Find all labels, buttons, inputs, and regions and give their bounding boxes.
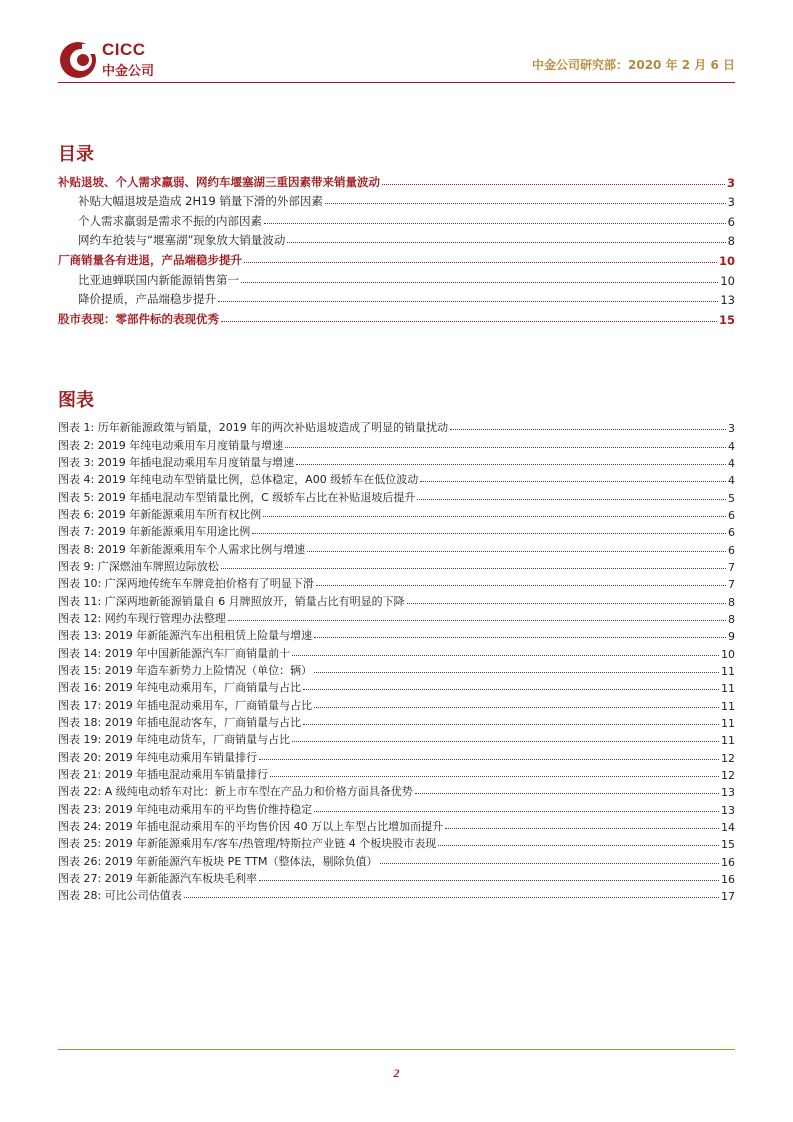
dot-leader xyxy=(287,242,725,243)
figure-item-page: 11 xyxy=(721,699,735,713)
dot-leader xyxy=(292,741,719,742)
toc-item-page: 3 xyxy=(726,175,735,190)
dot-leader xyxy=(270,776,719,777)
dot-leader xyxy=(325,203,726,204)
toc-item-level2[interactable] xyxy=(58,288,735,308)
toc-item-level1[interactable] xyxy=(58,248,735,268)
page-number: 2 xyxy=(393,1066,400,1080)
figure-list-item[interactable] xyxy=(58,505,735,522)
toc-item-page: 15 xyxy=(718,312,735,327)
figure-item-text: 图表 13: 2019 年新能源汽车出租租赁上险量与增速 xyxy=(58,629,313,643)
figure-list-item[interactable] xyxy=(58,470,735,487)
toc-item-text: 厂商销量各有进退，产品端稳步提升 xyxy=(58,252,242,267)
figure-item-page: 12 xyxy=(721,768,735,782)
figure-item-text: 图表 2: 2019 年纯电动乘用车月度销量与增速 xyxy=(58,438,284,452)
figure-item-page: 10 xyxy=(721,647,735,661)
dot-leader xyxy=(184,897,719,898)
figure-item-text: 图表 8: 2019 年新能源乘用车个人需求比例与增速 xyxy=(58,542,306,556)
toc-item-level1[interactable] xyxy=(58,307,735,327)
figure-item-page: 13 xyxy=(721,803,735,817)
figure-item-page: 7 xyxy=(728,560,735,574)
figure-item-page: 8 xyxy=(728,595,735,609)
dot-leader xyxy=(445,828,719,829)
dot-leader xyxy=(228,620,726,621)
figure-list-item[interactable] xyxy=(58,643,735,660)
figure-item-text: 图表 20: 2019 年纯电动乘用车销量排行 xyxy=(58,750,258,764)
figure-item-page: 11 xyxy=(721,682,735,696)
figure-item-text: 图表 9: 广深燃油车牌照边际放松 xyxy=(58,559,219,573)
figures-title: 图表 xyxy=(58,390,94,411)
figure-item-page: 16 xyxy=(721,855,735,869)
figure-item-page: 4 xyxy=(728,439,735,453)
toc-item-level2[interactable] xyxy=(58,229,735,249)
dot-leader xyxy=(307,551,726,552)
figure-list-item[interactable] xyxy=(58,418,735,435)
dot-leader xyxy=(450,429,726,430)
figure-item-text: 图表 23: 2019 年纯电动乘用车的平均售价维持稳定 xyxy=(58,802,313,816)
figure-item-page: 13 xyxy=(721,786,735,800)
toc-item-page: 10 xyxy=(718,253,735,268)
figure-list-item[interactable] xyxy=(58,557,735,574)
dot-leader xyxy=(382,184,725,185)
dot-leader xyxy=(417,499,726,500)
figure-item-page: 7 xyxy=(728,578,735,592)
dot-leader xyxy=(252,533,726,534)
figure-item-text: 图表 17: 2019 年插电混动乘用车，厂商销量与占比 xyxy=(58,698,313,712)
toc-item-page: 13 xyxy=(720,293,735,308)
dot-leader xyxy=(314,811,719,812)
figure-item-page: 6 xyxy=(728,526,735,540)
dot-leader xyxy=(420,481,726,482)
dot-leader xyxy=(438,845,719,846)
toc-item-text: 个人需求羸弱是需求不振的内部因素 xyxy=(78,213,262,228)
dot-leader xyxy=(303,689,719,690)
figure-list-item[interactable] xyxy=(58,487,735,504)
dot-leader xyxy=(303,724,719,725)
dot-leader xyxy=(407,603,726,604)
figure-list-item[interactable] xyxy=(58,817,735,834)
toc-item-text: 网约车抢装与“堰塞湖”现象放大销量波动 xyxy=(78,233,286,248)
figure-item-page: 8 xyxy=(728,612,735,626)
figure-item-text: 图表 4: 2019 年纯电动车型销量比例，总体稳定，A00 级轿车在低位波动 xyxy=(58,473,419,487)
toc-item-level2[interactable] xyxy=(58,268,735,288)
toc-item-text: 股市表现：零部件标的表现优秀 xyxy=(58,311,219,326)
figure-item-page: 4 xyxy=(728,456,735,470)
toc-title: 目录 xyxy=(58,144,94,165)
figure-item-text: 图表 3: 2019 年插电混动乘用车月度销量与增速 xyxy=(58,455,295,469)
cicc-logo-icon xyxy=(58,40,98,80)
figure-item-text: 图表 16: 2019 年纯电动乘用车，厂商销量与占比 xyxy=(58,681,302,695)
dot-leader xyxy=(221,568,726,569)
toc-item-page: 6 xyxy=(727,214,735,229)
figure-item-page: 12 xyxy=(721,751,735,765)
figure-list-item[interactable] xyxy=(58,609,735,626)
figure-list-item[interactable] xyxy=(58,591,735,608)
figure-list-item[interactable] xyxy=(58,626,735,643)
toc-item-text: 补贴退坡、个人需求羸弱、网约车堰塞湖三重因素带来销量波动 xyxy=(58,174,380,189)
dot-leader xyxy=(296,464,726,465)
figure-item-text: 图表 24: 2019 年插电混动乘用车的平均售价因 40 万以上车型占比增加而提升 xyxy=(58,819,444,833)
dot-leader xyxy=(316,585,726,586)
dot-leader xyxy=(244,262,717,263)
dot-leader xyxy=(259,759,719,760)
toc-item-page: 3 xyxy=(727,195,735,210)
figure-list-item[interactable] xyxy=(58,851,735,868)
toc-item-level2[interactable] xyxy=(58,209,735,229)
figure-list-item[interactable] xyxy=(58,539,735,556)
toc-item-text: 降价提质，产品端稳步提升 xyxy=(78,292,216,307)
figures-list xyxy=(58,418,735,903)
page-header xyxy=(58,40,735,80)
figure-item-text: 图表 10: 广深两地传统车车牌竞拍价格有了明显下滑 xyxy=(58,577,314,591)
figure-item-text: 图表 5: 2019 年插电混动车型销量比例，C 级轿车占比在补贴退坡后提升 xyxy=(58,490,416,504)
dot-leader xyxy=(241,282,718,283)
footer-divider xyxy=(58,1049,735,1050)
figure-item-page: 11 xyxy=(721,734,735,748)
figure-list-item[interactable] xyxy=(58,453,735,470)
header-divider xyxy=(58,82,735,83)
figure-list-item[interactable] xyxy=(58,782,735,799)
figure-item-page: 6 xyxy=(728,543,735,557)
figure-item-text: 图表 28: 可比公司估值表 xyxy=(58,889,182,903)
figure-item-text: 图表 14: 2019 年中国新能源汽车厂商销量前十 xyxy=(58,646,291,660)
figure-item-page: 15 xyxy=(721,838,735,852)
figure-list-item[interactable] xyxy=(58,695,735,712)
dot-leader xyxy=(314,707,719,708)
figure-list-item[interactable] xyxy=(58,678,735,695)
toc-item-level2[interactable] xyxy=(58,190,735,210)
figure-list-item[interactable] xyxy=(58,765,735,782)
dot-leader xyxy=(314,637,726,638)
figure-list-item[interactable] xyxy=(58,435,735,452)
figure-item-text: 图表 7: 2019 年新能源乘用车用途比例 xyxy=(58,525,251,539)
figure-item-text: 图表 22: A 级纯电动轿车对比：新上市车型在产品力和价格方面具备优势 xyxy=(58,785,413,799)
dot-leader xyxy=(221,321,717,322)
figure-item-text: 图表 27: 2019 年新能源汽车板块毛利率 xyxy=(58,871,258,885)
toc-item-page: 10 xyxy=(720,273,735,288)
figure-list-item[interactable] xyxy=(58,747,735,764)
dot-leader xyxy=(292,655,719,656)
cicc-logo xyxy=(58,40,168,80)
figure-list-item[interactable] xyxy=(58,799,735,816)
dot-leader xyxy=(263,516,726,517)
figure-item-text: 图表 25: 2019 年新能源乘用车/客车/热管理/特斯拉产业链 4 个板块股市表现 xyxy=(58,837,437,851)
figure-item-text: 图表 26: 2019 年新能源汽车板块 PE TTM（整体法，剔除负值） xyxy=(58,854,378,868)
figure-item-text: 图表 19: 2019 年纯电动货车，厂商销量与占比 xyxy=(58,733,291,747)
dot-leader xyxy=(285,447,726,448)
figure-item-page: 11 xyxy=(721,664,735,678)
figure-item-page: 6 xyxy=(728,508,735,522)
dot-leader xyxy=(218,301,718,302)
figure-item-text: 图表 21: 2019 年插电混动乘用车销量排行 xyxy=(58,767,269,781)
toc-item-level1[interactable] xyxy=(58,170,735,190)
dot-leader xyxy=(259,880,719,881)
report-date: 中金公司研究部：2020 年 2 月 6 日 xyxy=(532,58,735,72)
figure-item-page: 11 xyxy=(721,716,735,730)
dot-leader xyxy=(264,223,726,224)
figure-item-text: 图表 1: 历年新能源政策与销量，2019 年的两次补贴退坡造成了明显的销量扰动 xyxy=(58,421,449,435)
figure-list-item[interactable] xyxy=(58,522,735,539)
figure-item-text: 图表 12: 网约车现行管理办法整理 xyxy=(58,611,226,625)
figure-item-page: 17 xyxy=(721,890,735,904)
figure-item-text: 图表 6: 2019 年新能源乘用车所有权比例 xyxy=(58,507,262,521)
figure-list-item[interactable] xyxy=(58,713,735,730)
dot-leader xyxy=(415,793,719,794)
figure-list-item[interactable] xyxy=(58,574,735,591)
figure-item-page: 3 xyxy=(728,422,735,436)
figure-item-text: 图表 11: 广深两地新能源销量自 6 月牌照放开，销量占比有明显的下降 xyxy=(58,594,405,608)
figure-item-page: 4 xyxy=(728,474,735,488)
toc-list xyxy=(58,170,735,327)
dot-leader xyxy=(314,672,719,673)
figure-item-text: 图表 18: 2019 年插电混动客车，厂商销量与占比 xyxy=(58,715,302,729)
logo-text-en: CICC xyxy=(102,40,146,59)
figure-item-text: 图表 15: 2019 年造车新势力上险情况（单位：辆） xyxy=(58,663,313,677)
figure-item-page: 14 xyxy=(721,820,735,834)
logo-text-cn: 中金公司 xyxy=(102,64,155,79)
figure-list-item[interactable] xyxy=(58,886,735,903)
figure-list-item[interactable] xyxy=(58,869,735,886)
figure-item-page: 9 xyxy=(728,630,735,644)
dot-leader xyxy=(380,863,720,864)
toc-item-text: 比亚迪蝉联国内新能源销售第一 xyxy=(78,272,239,287)
figure-list-item[interactable] xyxy=(58,834,735,851)
toc-item-page: 8 xyxy=(727,234,735,249)
toc-item-text: 补贴大幅退坡是造成 2H19 销量下滑的外部因素 xyxy=(78,194,323,209)
figure-list-item[interactable] xyxy=(58,730,735,747)
figure-item-page: 5 xyxy=(728,491,735,505)
figure-item-page: 16 xyxy=(721,872,735,886)
figure-list-item[interactable] xyxy=(58,661,735,678)
